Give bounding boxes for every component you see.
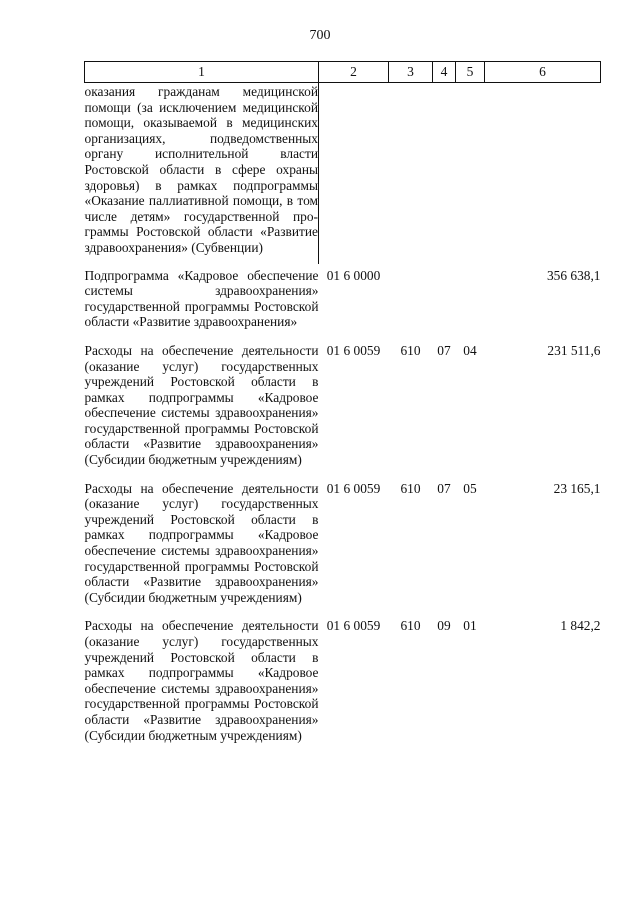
page-number: 700 (309, 28, 331, 43)
table-row (85, 339, 601, 477)
row-sum: 1 842,2 (560, 618, 601, 634)
table-row (85, 614, 601, 752)
row-vr: 610 (400, 618, 421, 634)
row-sum: 356 638,1 (546, 267, 601, 283)
row-sum (485, 83, 601, 264)
table-header-row (85, 62, 601, 83)
table-row (85, 264, 601, 339)
row-description: Подпрограмма «Кадровое обеспечение системы здравоохранения» государственной программы Ростовской области «Развитие здравоохранения» (84, 267, 319, 330)
table-row (85, 83, 601, 264)
table-row (85, 477, 601, 615)
row-code: 01 6 0059 (326, 342, 381, 358)
row-description: Расходы на обеспечение деятельности (оказание услуг) государственных учреждений Ростовской области в рамках подпрограммы «Кадровое обеспечение системы здравоохранения» государственной программы Ростовской области «Развитие здравоохранения» (Субсидии бюджетным учреждениям) (84, 480, 319, 605)
column-header-4: 4 (433, 62, 456, 83)
row-code: 01 6 0059 (326, 618, 381, 634)
row-vr: 610 (400, 480, 421, 496)
row-pr: 01 (463, 618, 477, 634)
budget-table (84, 61, 601, 752)
row-description: Расходы на обеспечение деятельности (оказание услуг) государственных учреждений Ростовской области в рамках подпрограммы «Кадровое обеспечение системы здравоохранения» государственной программы Ростовской области «Развитие здравоохранения» (Субсидии бюджетным учреждениям) (84, 618, 319, 743)
row-rz: 07 (437, 480, 451, 496)
row-vr: 610 (400, 342, 421, 358)
row-code: 01 6 0059 (326, 480, 381, 496)
row-vr (389, 83, 433, 264)
column-header-1: 1 (85, 62, 319, 83)
row-rz (433, 264, 456, 339)
row-code: 01 6 0000 (326, 267, 381, 283)
column-header-5: 5 (456, 62, 485, 83)
row-pr (456, 83, 485, 264)
row-rz: 09 (437, 618, 451, 634)
row-rz (433, 83, 456, 264)
row-vr (389, 264, 433, 339)
row-description: Расходы на обеспечение деятельности (оказание услуг) государственных учреждений Ростовской области в рамках подпрограммы «Кадровое обеспечение системы здравоохранения» государственной программы Ростовской области «Развитие здравоохранения» (Субсидии бюджетным учреждениям) (84, 342, 319, 468)
row-rz: 07 (437, 342, 451, 358)
row-pr (456, 264, 485, 339)
column-header-3: 3 (389, 62, 433, 83)
row-pr: 05 (463, 480, 477, 496)
column-header-6: 6 (485, 62, 601, 83)
row-sum: 23 165,1 (553, 480, 601, 496)
row-code (319, 83, 389, 264)
row-description: оказания гражданам медицинской помощи (за исключением медицинской помощи, оказываемой в медицинских организациях, подведомственных органу исполнительной власти Ростовской области в сфере охраны здоровья) в рамках подпрограммы «Оказание паллиативной помощи, в том числе детям» государственной программы Ростовской области «Развитие здравоохранения» (Субвенции) (85, 83, 319, 264)
row-pr: 04 (463, 342, 477, 358)
row-sum: 231 511,6 (547, 342, 601, 358)
column-header-2: 2 (319, 62, 389, 83)
